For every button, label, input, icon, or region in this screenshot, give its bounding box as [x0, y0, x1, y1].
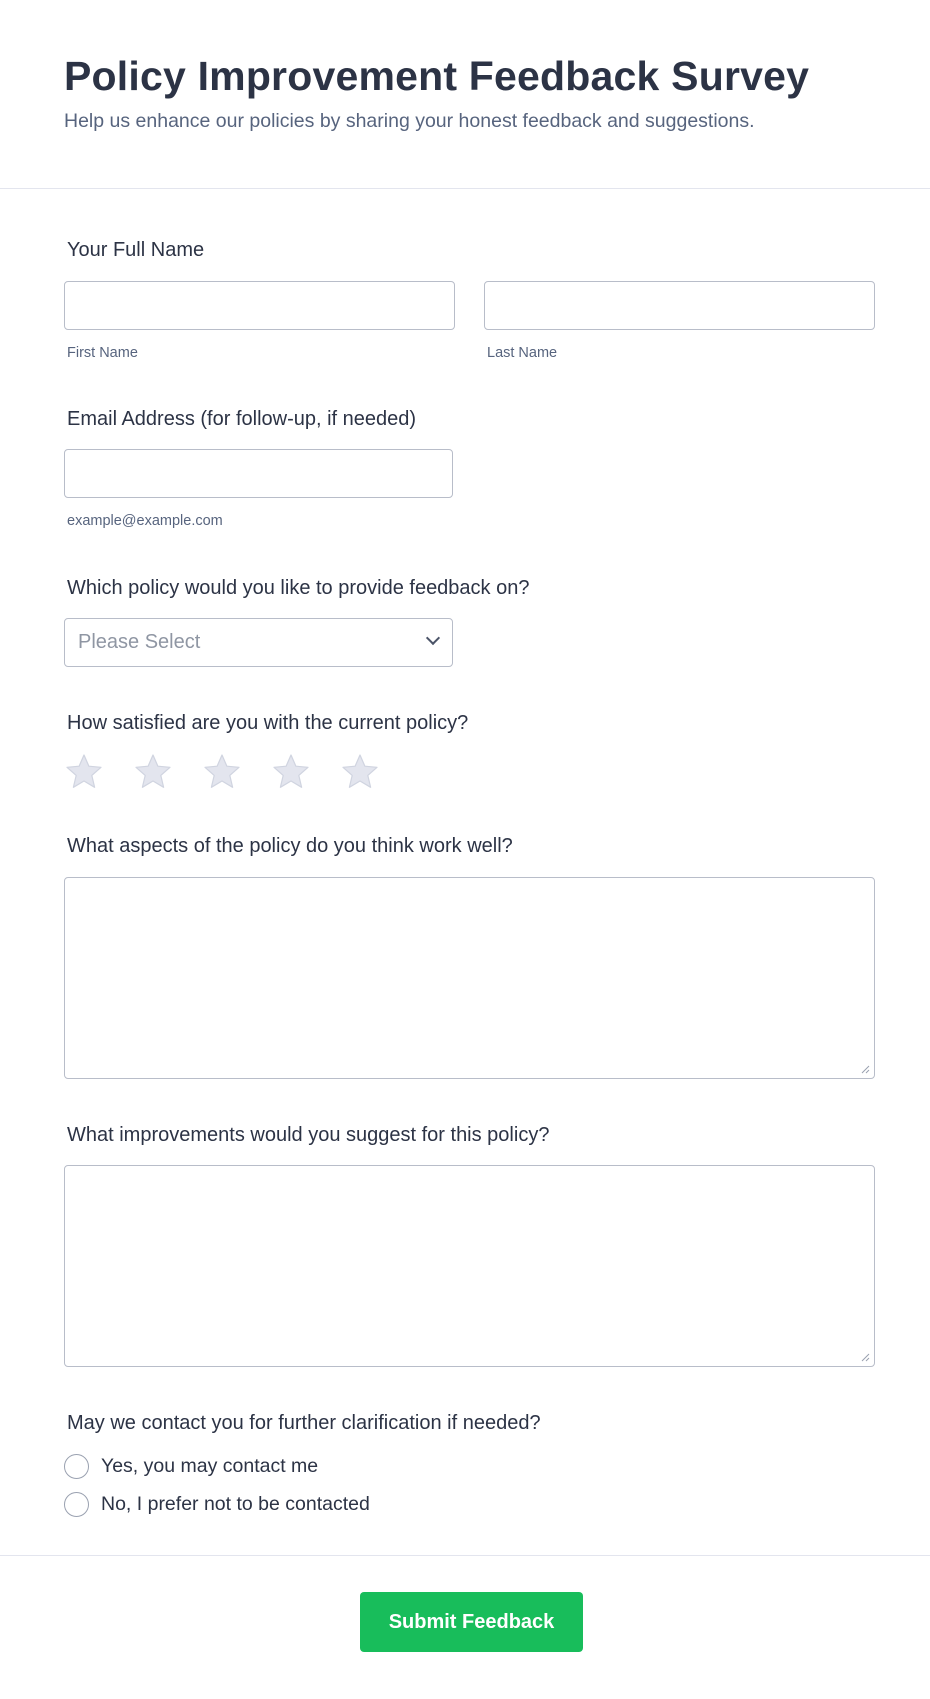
page-subtitle: Help us enhance our policies by sharing your honest feedback and suggestions.: [64, 110, 755, 132]
submit-feedback-button[interactable]: Submit Feedback: [360, 1592, 583, 1652]
improvements-label: What improvements would you suggest for this policy?: [67, 1124, 550, 1146]
radio-button[interactable]: [64, 1492, 89, 1517]
email-input[interactable]: [64, 449, 453, 498]
resize-grip-icon[interactable]: [861, 1065, 870, 1074]
last-name-sublabel: Last Name: [487, 345, 558, 361]
email-label: Email Address (for follow-up, if needed): [67, 408, 417, 430]
improvements-textarea[interactable]: [64, 1165, 875, 1367]
radio-button[interactable]: [64, 1454, 89, 1479]
first-name-sublabel: First Name: [67, 345, 138, 361]
star-icon[interactable]: [202, 752, 242, 792]
email-sublabel: example@example.com: [67, 513, 223, 529]
first-name-input[interactable]: [64, 281, 455, 330]
contact-label: May we contact you for further clarification if needed?: [67, 1412, 541, 1434]
works-well-textarea[interactable]: [64, 877, 875, 1079]
star-icon[interactable]: [340, 752, 380, 792]
chevron-down-icon: [426, 631, 440, 645]
satisfaction-label: How satisfied are you with the current policy?: [67, 712, 469, 734]
form-header: [0, 0, 930, 189]
page-title: Policy Improvement Feedback Survey: [64, 53, 810, 99]
contact-option-no-label: No, I prefer not to be contacted: [101, 1493, 370, 1515]
policy-select[interactable]: [64, 618, 453, 667]
resize-grip-icon[interactable]: [861, 1353, 870, 1362]
last-name-input[interactable]: [484, 281, 875, 330]
star-icon[interactable]: [64, 752, 104, 792]
full-name-label: Your Full Name: [67, 239, 205, 261]
footer-divider: [0, 1555, 930, 1556]
works-well-label: What aspects of the policy do you think work well?: [67, 835, 513, 857]
policy-label: Which policy would you like to provide feedback on?: [67, 577, 530, 599]
star-icon[interactable]: [271, 752, 311, 792]
star-icon[interactable]: [133, 752, 173, 792]
contact-option-yes-label: Yes, you may contact me: [101, 1455, 319, 1477]
policy-select-value: Please Select: [78, 631, 201, 653]
